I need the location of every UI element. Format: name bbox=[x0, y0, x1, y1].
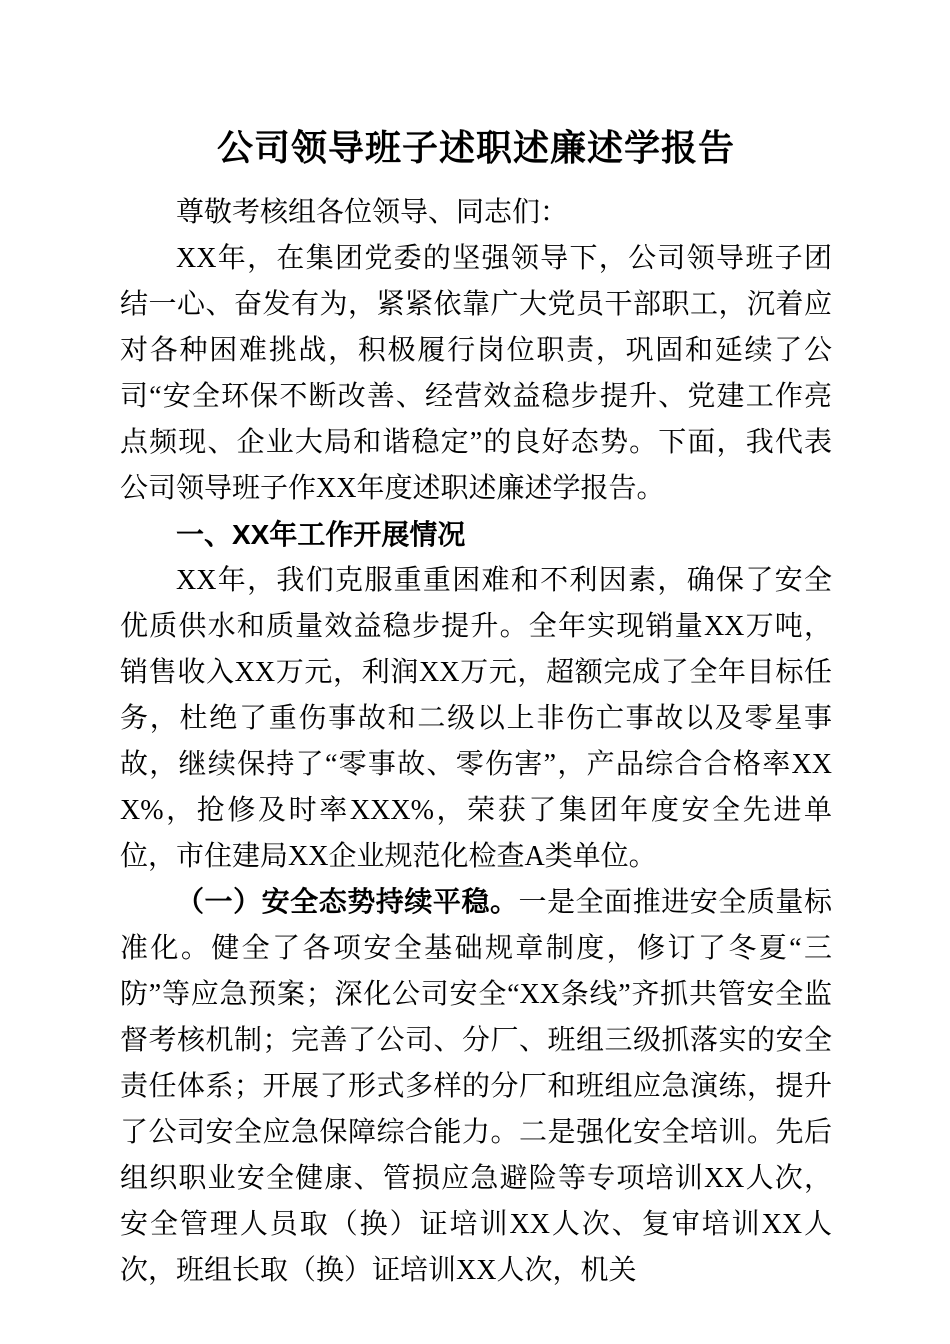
section-1-heading: 一、XX年工作开展情况 bbox=[176, 519, 466, 550]
section-1-paragraph-2 bbox=[120, 880, 832, 1294]
section-1-paragraph-1: XX年，我们克服重重困难和不利因素，确保了安全优质供水和质量效益稳步提升。全年实现销量XX万吨，销售收入XX万元，利润XX万元，超额完成了全年目标任务，杜绝了重伤事故和二级以上非伤亡事故以及零星事故，继续保持了“零事故、零伤害”，产品综合合格率XXX%，抢修及时率XXX%，荣获了集团年度安全先进单位，市住建局XX企业规范化检查A类单位。 bbox=[120, 565, 832, 872]
paragraph-2-body-text: 一是全面推进安全质量标准化。健全了各项安全基础规章制度，修订了冬夏“三防”等应急预案；深化公司安全“XX条线”齐抓共管安全监督考核机制；完善了公司、分厂、班组三级抓落实的安全责任体系；开展了形式多样的分厂和班组应急演练，提升了公司安全应急保障综合能力。二是强化安全培训。先后组织职业安全健康、管损应急避险等专项培训XX人次，安全管理人员取（换）证培训XX人次、复审培训XX人次，班组长取（换）证培训XX人次，机关 bbox=[120, 887, 832, 1286]
document-title: 公司领导班子述职述廉述学报告 bbox=[216, 128, 735, 168]
salutation-paragraph: 尊敬考核组各位领导、同志们： bbox=[176, 197, 569, 228]
paragraph-2-bold-lead: （一）安全态势持续平稳。 bbox=[176, 887, 519, 918]
intro-paragraph: XX年，在集团党委的坚强领导下，公司领导班子团结一心、奋发有为，紧紧依靠广大党员干部职工，沉着应对各种困难挑战，积极履行岗位职责，巩固和延续了公司“安全环保不断改善、经营效益稳步提升、党建工作亮点频现、企业大局和谐稳定”的良好态势。下面，我代表公司领导班子作XX年度述职述廉述学报告。 bbox=[120, 243, 832, 504]
